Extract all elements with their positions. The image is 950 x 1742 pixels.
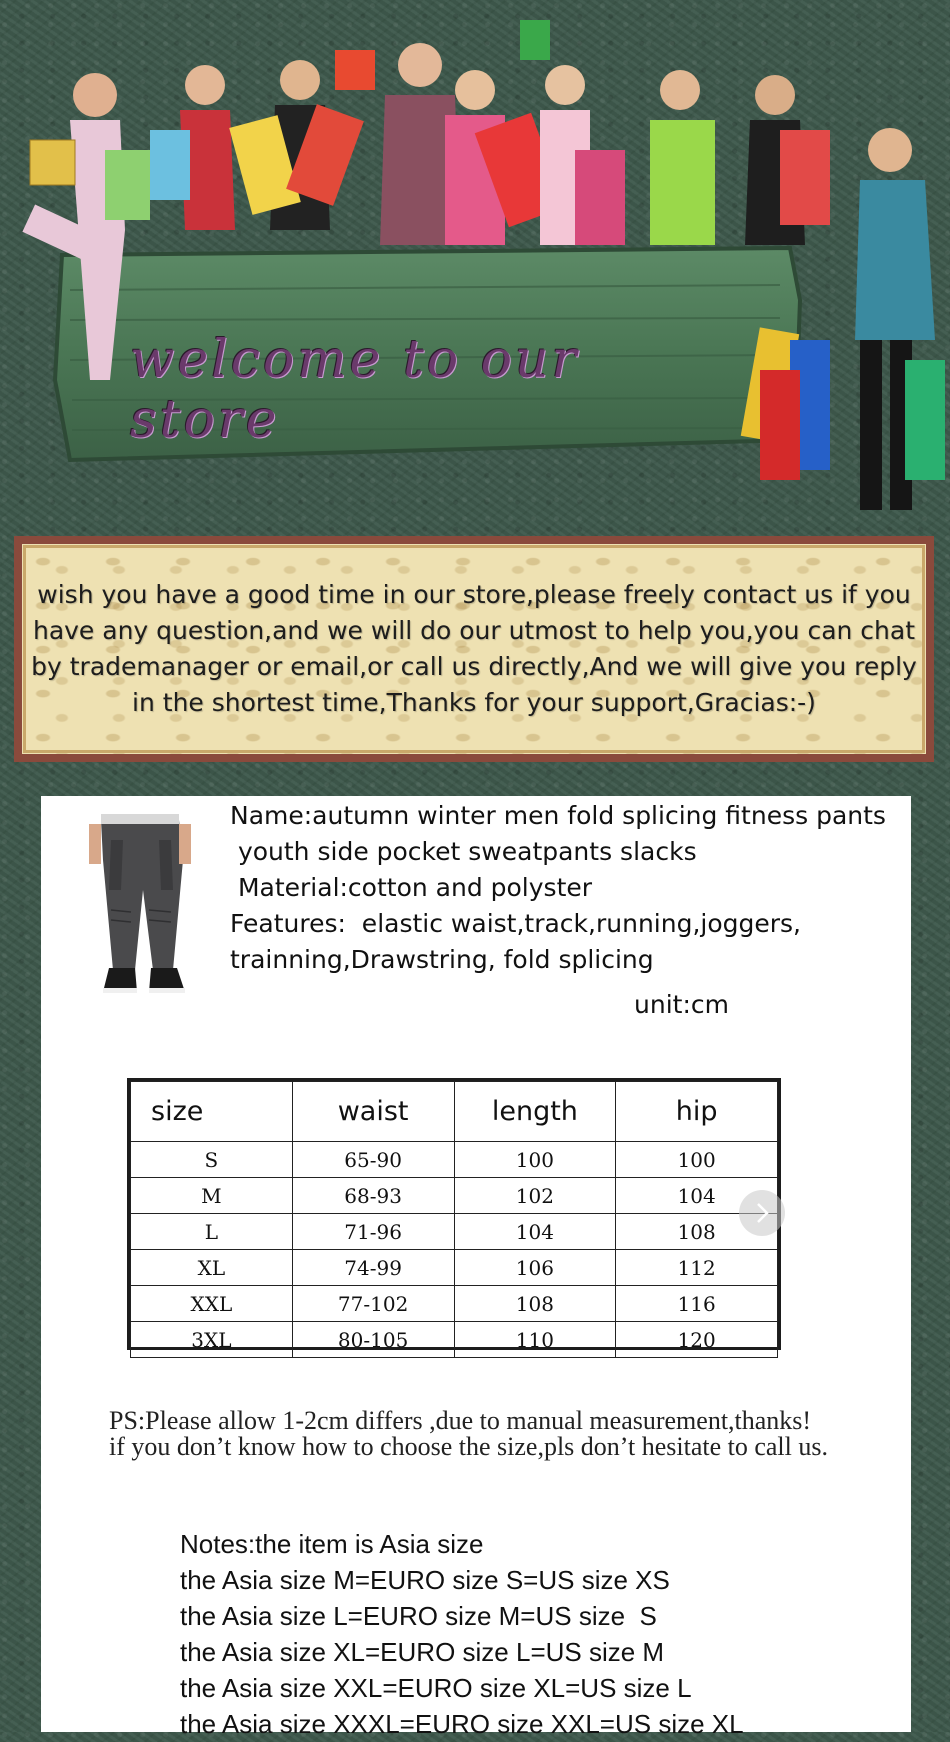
welcome-message: wish you have a good time in our store,please freely contact us if you have any question,and we will do our utmost to help you,you can chat by trademanager or email,or call us directly,And we will give you reply in the shortest time,Thanks for your support,Gracias:-) [31, 580, 917, 717]
product-panel [41, 796, 911, 1739]
notes-line: the Asia size XXXL=EURO size XXL=US size XL [180, 1709, 744, 1739]
waist-cell: 74-99 [292, 1250, 454, 1286]
notes-line: the Asia size M=EURO size S=US size XS [180, 1565, 670, 1595]
table-row [131, 1322, 778, 1358]
table-row [131, 1214, 778, 1250]
size-cell: M [131, 1178, 293, 1214]
table-header-row [131, 1082, 778, 1142]
product-desc-line: Features: elastic waist,track,running,joggers, [230, 909, 802, 938]
length-cell: 106 [454, 1250, 616, 1286]
ps-line: PS:Please allow 1-2cm differs ,due to manual measurement,thanks! [109, 1406, 812, 1435]
length-cell: 110 [454, 1322, 616, 1358]
hip-cell: 108 [616, 1214, 778, 1250]
hip-cell: 120 [616, 1322, 778, 1358]
ps-note [109, 1408, 899, 1460]
waist-cell: 68-93 [292, 1178, 454, 1214]
size-chart [127, 1078, 781, 1350]
notes-line: the Asia size XXL=EURO size XL=US size L [180, 1673, 692, 1703]
hip-cell: 100 [616, 1142, 778, 1178]
carousel-next-button[interactable] [739, 1190, 785, 1236]
length-cell: 104 [454, 1214, 616, 1250]
ps-line: if you don’t know how to choose the size,pls don’t hesitate to call us. [109, 1432, 828, 1461]
product-description [230, 798, 910, 978]
size-notes [180, 1526, 880, 1742]
column-header: waist [292, 1082, 454, 1142]
size-cell: XL [131, 1250, 293, 1286]
size-cell: S [131, 1142, 293, 1178]
size-cell: XXL [131, 1286, 293, 1322]
waist-cell: 77-102 [292, 1286, 454, 1322]
store-banner [0, 0, 950, 520]
hip-cell: 116 [616, 1286, 778, 1322]
table-row [131, 1286, 778, 1322]
hip-cell: 104 [616, 1178, 778, 1214]
table-row [131, 1142, 778, 1178]
product-desc-line: trainning,Drawstring, fold splicing [230, 945, 654, 974]
waist-cell: 80-105 [292, 1322, 454, 1358]
table-row [131, 1178, 778, 1214]
product-photo [73, 800, 207, 1000]
unit-label: unit:cm [634, 990, 729, 1019]
notes-line: the Asia size XL=EURO size L=US size M [180, 1637, 665, 1667]
waist-cell: 65-90 [292, 1142, 454, 1178]
welcome-message-card [14, 536, 934, 762]
length-cell: 102 [454, 1178, 616, 1214]
size-table [130, 1081, 778, 1358]
size-cell: L [131, 1214, 293, 1250]
notes-line: Notes:the item is Asia size [180, 1529, 484, 1559]
column-header: size [131, 1082, 293, 1142]
notes-line: the Asia size L=EURO size M=US size S [180, 1601, 657, 1631]
column-header: hip [616, 1082, 778, 1142]
length-cell: 108 [454, 1286, 616, 1322]
length-cell: 100 [454, 1142, 616, 1178]
product-desc-line: Material:cotton and polyster [230, 873, 593, 902]
product-desc-line: youth side pocket sweatpants slacks [230, 837, 697, 866]
hip-cell: 112 [616, 1250, 778, 1286]
waist-cell: 71-96 [292, 1214, 454, 1250]
welcome-heading: welcome to our store [130, 330, 580, 450]
table-row [131, 1250, 778, 1286]
size-cell: 3XL [131, 1322, 293, 1358]
product-desc-line: Name:autumn winter men fold splicing fitness pants [230, 801, 886, 830]
chevron-right-icon [752, 1201, 772, 1225]
column-header: length [454, 1082, 616, 1142]
